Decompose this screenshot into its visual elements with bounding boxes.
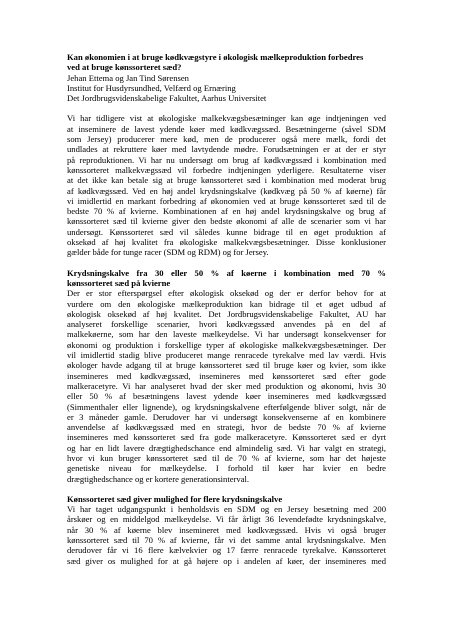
section-1-line: insemineres med kødkvægssæd, insemineres med kønssorteret sæd efter gode [67, 370, 386, 381]
section-1-body [67, 288, 386, 484]
section-1-line: genetiske niveau for mælkeydelse. I forhold til køer har kvier en bedre [67, 463, 386, 474]
intro-line: at det ikke kan betale sig at bruge kønssorteret sæd i kombination med moderat brug [67, 175, 386, 186]
section-1-line: malkeracetyre. Vi har analyseret hvad der sker med produktion og økonomi, hvis 30 [67, 380, 386, 391]
section-1-line: vil imidlertid stadig blive produceret mange renracede tyrekalve med lav værdi. Hvis [67, 350, 386, 361]
article-title [67, 52, 386, 73]
section-2-line: sæd giver os mulighed for at gå højere op i andelen af køer, der insemineres med [67, 555, 386, 566]
intro-line: kønssorteret sæd til kvierne giver den bedste økonomi af alle de scenarier som vi har [67, 216, 386, 227]
intro-line: oksekød af høj kvalitet fra økologiske malkekvægsbesætninger. Disse konklusioner [67, 237, 386, 248]
intro-paragraph [67, 113, 386, 257]
intro-line: Vi har tidligere vist at økologiske malkekvægsbesætninger kan øge indtjeningen ved [67, 113, 386, 124]
institute: Institut for Husdyrsundhed, Velfærd og Ernæring [67, 82, 236, 93]
section-1-line: er 3 måneder gamle. Derudover har vi undersøgt konsekvenserne af en kombinere [67, 411, 386, 422]
section-2-line: Vi har taget udgangspunkt i henholdsvis en SDM og en Jersey besætning med 200 [67, 504, 386, 515]
section-1-line: vurdere om den økologiske mælkeproduktion kan bidrage til et øget udbud af [67, 298, 386, 309]
section-1-line: drægtighedschance og er kortere generationsinterval. [67, 473, 250, 484]
intro-line: undlades at rekruttere køer med lavtydende mødre. Forudsætningen er at der er styr [67, 144, 386, 155]
section-1-line: anvendelse af kødkvægssæd med en strategi, hvor de bedste 70 % af kvierne [67, 422, 386, 433]
section-1-line: økologisk oksekød af høj kvalitet. Det Jordbrugsvidenskabelige Fakultet, AU har [67, 308, 386, 319]
faculty: Det Jordbrugsvidenskabelige Fakultet, Aarhus Universitet [67, 93, 267, 104]
section-2-line: når 30 % af køerne blev insemineret med kødkvægssæd. Hvis vi også bruger [67, 524, 386, 535]
intro-line: bedste 70 % af kvierne. Kombinationen af en høj andel krydsningskalve og brug af [67, 206, 386, 217]
section-1-heading-line-1: Krydsningskalve fra 30 eller 50 % af køerne i kombination med 70 % [67, 267, 386, 278]
authors: Jehan Ettema og Jan Tind Sørensen [67, 72, 189, 83]
section-1-line: malkekøerne, som har den laveste mælkeydelse. Vi har undersøgt konsekvenser for [67, 329, 386, 340]
intro-line: gælder både for tunge racer (SDM og RDM) og for Jersey. [67, 247, 269, 258]
section-1-line: økonomi og produktion i forskellige typer af økologiske malkekvægsbesætninger. Der [67, 339, 386, 350]
section-2-line: kønssorteret sæd til 70 % af kvierne, får vi det samme antal krydsningskalve. Men [67, 535, 386, 546]
intro-line: vi imidlertid en markant forbedring af økonomien ved at bruge kønssorteret sæd til de [67, 195, 386, 206]
section-2-line: årskøer og en middelgod mælkeydelse. Vi får årligt 36 levendefødte krydsningskalve, [67, 514, 386, 525]
intro-line: undersøgt. Kønssorteret sæd vil således kunne bidrage til en øget produktion af [67, 226, 386, 237]
section-2-body [67, 504, 386, 566]
section-2-heading: Kønssorteret sæd giver mulighed for flere krydsningskalve [67, 493, 283, 504]
section-1-line: økologer havde adgang til at bruge kønssorteret sæd til bruge køer og kvier, som ikke [67, 360, 386, 371]
intro-line: som Jersey) producerer mere kød, men de producerer også mere mælk, fordi det [67, 134, 386, 145]
section-1-heading-line-2: kønssorteret sæd på kvierne [67, 277, 171, 288]
section-1-line: analyseret forskellige scenarier, hvori kødkvægssæd anvendes på en del af [67, 319, 386, 330]
section-1-line: eller 50 % af besætningens lavest ydende køer insemineres med kødkvægssæd [67, 391, 386, 402]
section-1-line: hvor vi kun bruger kønssorteret sæd til de 70 % af kvierne, som har det højeste [67, 452, 386, 463]
intro-line: at inseminere de lavest ydende køer med kødkvægssæd. Besætningerne (såvel SDM [67, 123, 386, 134]
section-1-heading [67, 268, 386, 289]
section-1-line: og har en lidt lavere drægtighedschance end almindelig sæd. Vi har valgt en strategi, [67, 442, 386, 453]
section-1-line: insemineres med kønssorteret sæd fra gode malkeracetyre. Kønssorteret sæd er dyrt [67, 432, 386, 443]
section-1-line: Der er stor efterspørgsel efter økologisk oksekød og der er derfor behov for at [67, 288, 386, 299]
section-2-line: derudover får vi 16 flere kælvekvier og 17 færre renracede tyrekalve. Kønssorteret [67, 545, 386, 556]
title-line-2: ved at bruge kønssorteret sæd? [67, 62, 182, 73]
intro-line: kønssorteret malkekvægssæd vil forbedre indtjeningen yderligere. Resultaterne viser [67, 164, 386, 175]
title-line-1: Kan økonomien i at bruge kødkvægstyre i økologisk mælkeproduktion forbedres [67, 52, 364, 62]
intro-line: af kødkvægssæd. Ved en høj andel krydsningskalve (kødkvæg på 50 % af køerne) får [67, 185, 386, 196]
section-1-line: (Simmenthaler eller lignende), og krydsningskalvene efterfølgende bliver solgt, når de [67, 401, 386, 412]
intro-line: på reproduktionen. Vi har nu undersøgt om brug af kødkvægssæd i kombination med [67, 154, 386, 165]
